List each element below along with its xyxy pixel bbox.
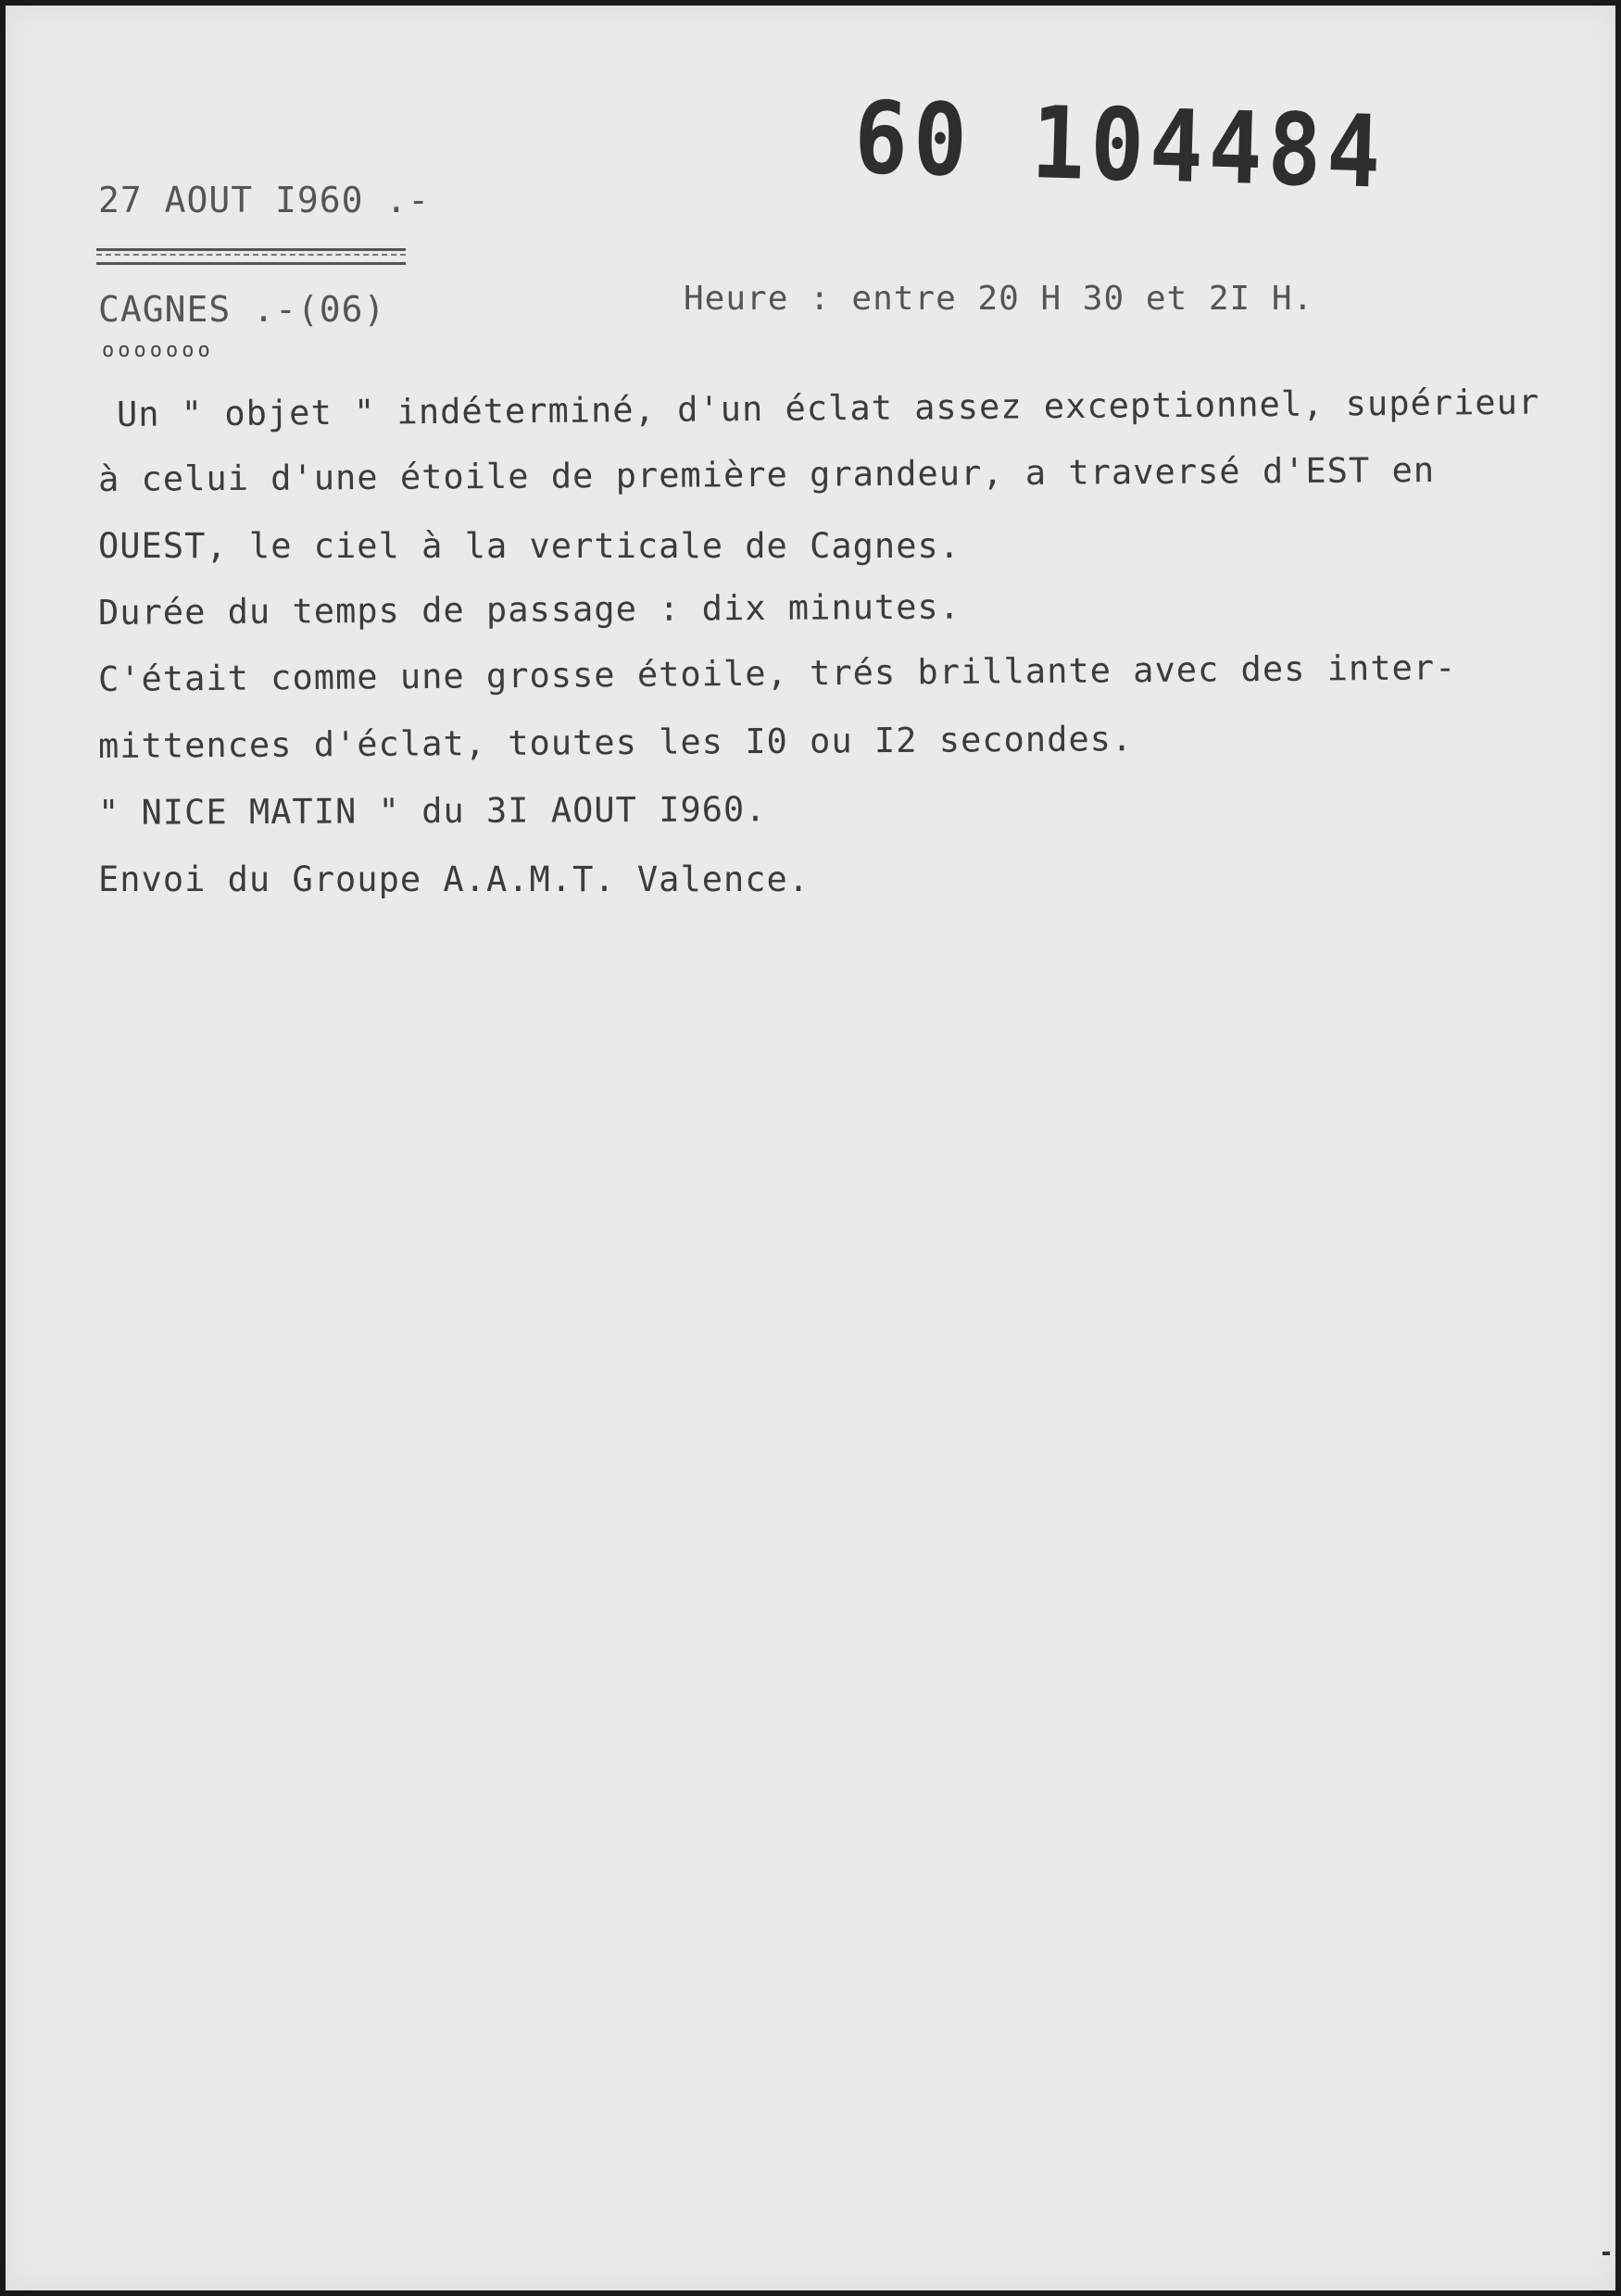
body-line: Un " objet " indéterminé, d'un éclat assez exceptionnel, supérieur (116, 382, 1540, 434)
sender-line: Envoi du Groupe A.A.M.T. Valence. (98, 859, 810, 899)
body-line: Durée du temps de passage : dix minutes. (97, 586, 961, 633)
body-line: à celui d'une étoile de première grandeur, a traversé d'EST en (97, 449, 1436, 499)
location-underline-decoration: ooooooo (102, 339, 214, 362)
report-date: 27 AOUT I960 .- (98, 180, 431, 220)
document-page (6, 6, 1615, 2290)
body-line: mittences d'éclat, toutes les I0 ou I2 secondes. (97, 719, 1134, 766)
location-heading: CAGNES .-(06) (98, 289, 386, 330)
reference-number-stamp: 60 104484 (852, 80, 1388, 211)
source-citation: " NICE MATIN " du 3I AOUT I960. (97, 789, 767, 833)
body-line: OUEST, le ciel à la verticale de Cagnes. (98, 526, 961, 566)
body-line: C'était comme une grosse étoile, trés brillante avec des inter- (97, 647, 1457, 699)
scan-corner-mark (1602, 2252, 1610, 2255)
observation-time: Heure : entre 20 H 30 et 2I H. (684, 280, 1314, 318)
date-underline-divider (96, 248, 406, 265)
